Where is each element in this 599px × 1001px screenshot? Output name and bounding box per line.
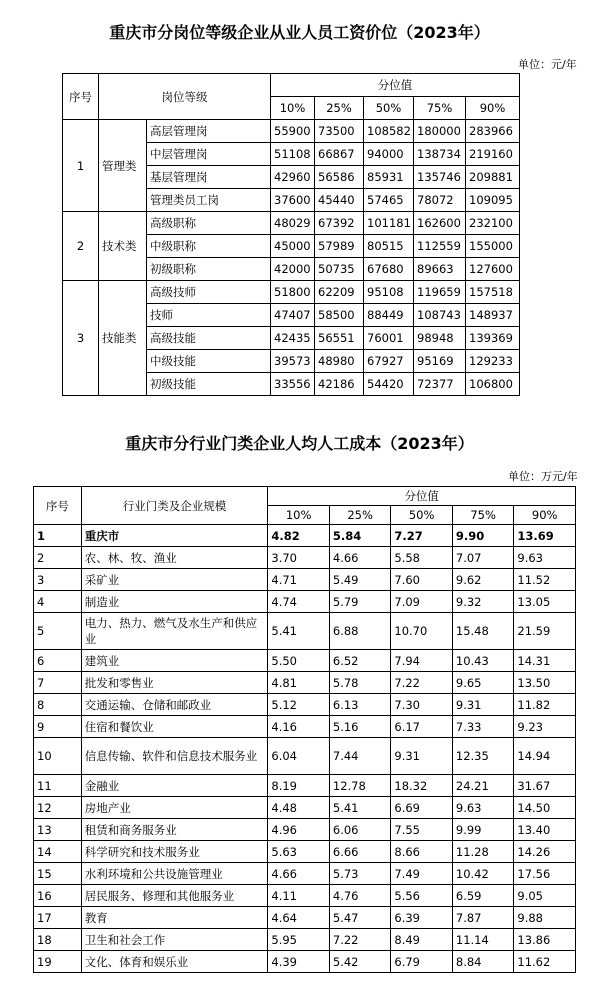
value-cell: 88449 — [364, 304, 414, 327]
industry-label: 科学研究和技术服务业 — [81, 841, 268, 863]
value-cell: 24.21 — [452, 775, 514, 797]
value-cell: 135746 — [414, 166, 466, 189]
value-cell: 5.47 — [329, 907, 391, 929]
value-cell: 62209 — [315, 281, 364, 304]
table2-title: 重庆市分行业门类企业人均人工成本（2023年） — [125, 434, 474, 453]
value-cell: 4.39 — [268, 951, 330, 973]
seq-cell: 6 — [34, 650, 82, 672]
value-cell: 5.41 — [329, 797, 391, 819]
value-cell: 5.95 — [268, 929, 330, 951]
seq-cell: 12 — [34, 797, 82, 819]
header-quantile: 分位值 — [268, 487, 576, 506]
header-p75: 75% — [414, 97, 466, 120]
value-cell: 4.96 — [268, 819, 330, 841]
value-cell: 5.41 — [268, 613, 330, 650]
position-label: 管理类员工岗 — [147, 189, 271, 212]
value-cell: 6.17 — [391, 716, 453, 738]
seq-cell: 11 — [34, 775, 82, 797]
value-cell: 7.55 — [391, 819, 453, 841]
seq-cell: 19 — [34, 951, 82, 973]
value-cell: 45000 — [271, 235, 315, 258]
header-p10: 10% — [268, 506, 330, 525]
position-label: 中级技能 — [147, 350, 271, 373]
value-cell: 4.76 — [329, 885, 391, 907]
table-row — [63, 120, 520, 143]
value-cell: 72377 — [414, 373, 466, 396]
header-p50: 50% — [364, 97, 414, 120]
category-cell: 技能类 — [99, 281, 147, 396]
header-p25: 25% — [315, 97, 364, 120]
value-cell: 232100 — [466, 212, 520, 235]
table-row — [34, 797, 576, 819]
industry-label: 卫生和社会工作 — [81, 929, 268, 951]
value-cell: 148937 — [466, 304, 520, 327]
value-cell: 9.63 — [452, 797, 514, 819]
seq-cell: 13 — [34, 819, 82, 841]
industry-label: 制造业 — [81, 591, 268, 613]
value-cell: 7.07 — [452, 547, 514, 569]
table-row — [34, 694, 576, 716]
category-cell: 管理类 — [99, 120, 147, 212]
value-cell: 15.48 — [452, 613, 514, 650]
value-cell: 5.56 — [391, 885, 453, 907]
value-cell: 94000 — [364, 143, 414, 166]
value-cell: 108743 — [414, 304, 466, 327]
value-cell: 7.22 — [391, 672, 453, 694]
value-cell: 67680 — [364, 258, 414, 281]
value-cell: 9.23 — [514, 716, 576, 738]
value-cell: 42960 — [271, 166, 315, 189]
value-cell: 78072 — [414, 189, 466, 212]
table-row — [34, 525, 576, 547]
value-cell: 8.49 — [391, 929, 453, 951]
value-cell: 6.06 — [329, 819, 391, 841]
table-row — [34, 569, 576, 591]
value-cell: 80515 — [364, 235, 414, 258]
value-cell: 4.81 — [268, 672, 330, 694]
seq-cell: 7 — [34, 672, 82, 694]
value-cell: 13.40 — [514, 819, 576, 841]
table-row — [34, 819, 576, 841]
value-cell: 9.62 — [452, 569, 514, 591]
value-cell: 5.73 — [329, 863, 391, 885]
value-cell: 9.88 — [514, 907, 576, 929]
table-row — [34, 716, 576, 738]
table-row — [34, 547, 576, 569]
position-label: 基层管理岗 — [147, 166, 271, 189]
value-cell: 95169 — [414, 350, 466, 373]
value-cell: 33556 — [271, 373, 315, 396]
value-cell: 85931 — [364, 166, 414, 189]
table-row — [34, 775, 576, 797]
position-label: 中层管理岗 — [147, 143, 271, 166]
value-cell: 4.64 — [268, 907, 330, 929]
value-cell: 11.82 — [514, 694, 576, 716]
value-cell: 6.88 — [329, 613, 391, 650]
value-cell: 6.39 — [391, 907, 453, 929]
wage-by-position-table — [62, 73, 520, 396]
value-cell: 209881 — [466, 166, 520, 189]
value-cell: 98948 — [414, 327, 466, 350]
table-row — [34, 907, 576, 929]
value-cell: 6.04 — [268, 738, 330, 775]
header-seq: 序号 — [34, 487, 82, 525]
table-row — [63, 281, 520, 304]
value-cell: 139369 — [466, 327, 520, 350]
value-cell: 13.05 — [514, 591, 576, 613]
value-cell: 14.94 — [514, 738, 576, 775]
seq-cell: 17 — [34, 907, 82, 929]
value-cell: 155000 — [466, 235, 520, 258]
value-cell: 4.66 — [268, 863, 330, 885]
table-row — [34, 738, 576, 775]
position-label: 中级职称 — [147, 235, 271, 258]
value-cell: 7.33 — [452, 716, 514, 738]
position-label: 高层管理岗 — [147, 120, 271, 143]
value-cell: 4.11 — [268, 885, 330, 907]
value-cell: 14.50 — [514, 797, 576, 819]
table-row — [63, 212, 520, 235]
value-cell: 13.69 — [514, 525, 576, 547]
value-cell: 7.22 — [329, 929, 391, 951]
table1-title: 重庆市分岗位等级企业从业人员工资价位（2023年） — [109, 23, 490, 42]
industry-label: 采矿业 — [81, 569, 268, 591]
value-cell: 17.56 — [514, 863, 576, 885]
value-cell: 56586 — [315, 166, 364, 189]
value-cell: 7.49 — [391, 863, 453, 885]
value-cell: 7.09 — [391, 591, 453, 613]
value-cell: 112559 — [414, 235, 466, 258]
value-cell: 283966 — [466, 120, 520, 143]
value-cell: 10.42 — [452, 863, 514, 885]
value-cell: 11.14 — [452, 929, 514, 951]
table-row — [34, 863, 576, 885]
value-cell: 48980 — [315, 350, 364, 373]
value-cell: 108582 — [364, 120, 414, 143]
value-cell: 9.99 — [452, 819, 514, 841]
value-cell: 73500 — [315, 120, 364, 143]
value-cell: 11.28 — [452, 841, 514, 863]
table-row — [34, 841, 576, 863]
seq-cell: 14 — [34, 841, 82, 863]
value-cell: 11.52 — [514, 569, 576, 591]
value-cell: 31.67 — [514, 775, 576, 797]
position-label: 初级技能 — [147, 373, 271, 396]
value-cell: 9.90 — [452, 525, 514, 547]
value-cell: 11.62 — [514, 951, 576, 973]
value-cell: 4.82 — [268, 525, 330, 547]
value-cell: 58500 — [315, 304, 364, 327]
seq-cell: 4 — [34, 591, 82, 613]
value-cell: 138734 — [414, 143, 466, 166]
table-row — [34, 951, 576, 973]
value-cell: 5.50 — [268, 650, 330, 672]
table-row — [34, 672, 576, 694]
header-p75: 75% — [452, 506, 514, 525]
value-cell: 6.79 — [391, 951, 453, 973]
industry-label: 租赁和商务服务业 — [81, 819, 268, 841]
value-cell: 180000 — [414, 120, 466, 143]
value-cell: 106800 — [466, 373, 520, 396]
value-cell: 45440 — [315, 189, 364, 212]
value-cell: 9.65 — [452, 672, 514, 694]
seq-cell: 8 — [34, 694, 82, 716]
value-cell: 37600 — [271, 189, 315, 212]
value-cell: 13.50 — [514, 672, 576, 694]
value-cell: 5.49 — [329, 569, 391, 591]
value-cell: 42186 — [315, 373, 364, 396]
position-label: 高级技能 — [147, 327, 271, 350]
value-cell: 8.66 — [391, 841, 453, 863]
value-cell: 119659 — [414, 281, 466, 304]
value-cell: 12.35 — [452, 738, 514, 775]
seq-cell: 16 — [34, 885, 82, 907]
value-cell: 5.84 — [329, 525, 391, 547]
value-cell: 67927 — [364, 350, 414, 373]
header-p90: 90% — [466, 97, 520, 120]
value-cell: 7.87 — [452, 907, 514, 929]
value-cell: 101181 — [364, 212, 414, 235]
seq-cell: 2 — [34, 547, 82, 569]
seq-cell: 18 — [34, 929, 82, 951]
header-p50: 50% — [391, 506, 453, 525]
industry-label: 房地产业 — [81, 797, 268, 819]
value-cell: 21.59 — [514, 613, 576, 650]
table-row — [34, 885, 576, 907]
labor-cost-by-industry-table — [33, 486, 576, 973]
table-row — [34, 650, 576, 672]
value-cell: 7.30 — [391, 694, 453, 716]
position-label: 高级技师 — [147, 281, 271, 304]
header-p90: 90% — [514, 506, 576, 525]
value-cell: 42000 — [271, 258, 315, 281]
value-cell: 4.71 — [268, 569, 330, 591]
position-label: 技师 — [147, 304, 271, 327]
table-row — [34, 613, 576, 650]
value-cell: 89663 — [414, 258, 466, 281]
value-cell: 51108 — [271, 143, 315, 166]
value-cell: 9.31 — [452, 694, 514, 716]
value-cell: 13.86 — [514, 929, 576, 951]
value-cell: 5.79 — [329, 591, 391, 613]
value-cell: 9.63 — [514, 547, 576, 569]
value-cell: 5.63 — [268, 841, 330, 863]
value-cell: 55900 — [271, 120, 315, 143]
header-p10: 10% — [271, 97, 315, 120]
category-cell: 技术类 — [99, 212, 147, 281]
seq-cell: 1 — [63, 120, 99, 212]
value-cell: 219160 — [466, 143, 520, 166]
value-cell: 5.12 — [268, 694, 330, 716]
industry-label: 住宿和餐饮业 — [81, 716, 268, 738]
seq-cell: 15 — [34, 863, 82, 885]
value-cell: 5.78 — [329, 672, 391, 694]
table-row — [34, 929, 576, 951]
value-cell: 42435 — [271, 327, 315, 350]
value-cell: 47407 — [271, 304, 315, 327]
value-cell: 48029 — [271, 212, 315, 235]
value-cell: 12.78 — [329, 775, 391, 797]
value-cell: 3.70 — [268, 547, 330, 569]
header-industry: 行业门类及企业规模 — [81, 487, 268, 525]
value-cell: 39573 — [271, 350, 315, 373]
table1-unit: 单位：元/年 — [518, 58, 577, 71]
value-cell: 7.94 — [391, 650, 453, 672]
position-label: 高级职称 — [147, 212, 271, 235]
industry-label: 交通运输、仓储和邮政业 — [81, 694, 268, 716]
industry-label: 建筑业 — [81, 650, 268, 672]
industry-label: 教育 — [81, 907, 268, 929]
value-cell: 57465 — [364, 189, 414, 212]
seq-cell: 9 — [34, 716, 82, 738]
value-cell: 9.31 — [391, 738, 453, 775]
value-cell: 157518 — [466, 281, 520, 304]
value-cell: 6.59 — [452, 885, 514, 907]
value-cell: 127600 — [466, 258, 520, 281]
value-cell: 9.32 — [452, 591, 514, 613]
industry-label: 农、林、牧、渔业 — [81, 547, 268, 569]
seq-cell: 10 — [34, 738, 82, 775]
seq-cell: 2 — [63, 212, 99, 281]
seq-cell: 3 — [34, 569, 82, 591]
seq-cell: 3 — [63, 281, 99, 396]
position-label: 初级职称 — [147, 258, 271, 281]
seq-cell: 5 — [34, 613, 82, 650]
industry-label: 金融业 — [81, 775, 268, 797]
value-cell: 5.58 — [391, 547, 453, 569]
value-cell: 8.19 — [268, 775, 330, 797]
value-cell: 76001 — [364, 327, 414, 350]
value-cell: 14.31 — [514, 650, 576, 672]
value-cell: 66867 — [315, 143, 364, 166]
value-cell: 109095 — [466, 189, 520, 212]
value-cell: 56551 — [315, 327, 364, 350]
table-row — [34, 591, 576, 613]
value-cell: 6.66 — [329, 841, 391, 863]
value-cell: 4.48 — [268, 797, 330, 819]
value-cell: 9.05 — [514, 885, 576, 907]
value-cell: 10.43 — [452, 650, 514, 672]
value-cell: 50735 — [315, 258, 364, 281]
value-cell: 67392 — [315, 212, 364, 235]
value-cell: 4.66 — [329, 547, 391, 569]
seq-cell: 1 — [34, 525, 82, 547]
industry-label: 水利环境和公共设施管理业 — [81, 863, 268, 885]
value-cell: 6.13 — [329, 694, 391, 716]
value-cell: 51800 — [271, 281, 315, 304]
industry-label: 信息传输、软件和信息技术服务业 — [81, 738, 268, 775]
value-cell: 7.60 — [391, 569, 453, 591]
value-cell: 57989 — [315, 235, 364, 258]
table2-unit: 单位：万元/年 — [508, 470, 578, 483]
value-cell: 6.69 — [391, 797, 453, 819]
value-cell: 129233 — [466, 350, 520, 373]
industry-label: 文化、体育和娱乐业 — [81, 951, 268, 973]
header-seq: 序号 — [63, 74, 99, 120]
value-cell: 5.42 — [329, 951, 391, 973]
industry-label: 批发和零售业 — [81, 672, 268, 694]
value-cell: 7.27 — [391, 525, 453, 547]
value-cell: 18.32 — [391, 775, 453, 797]
header-quantile: 分位值 — [271, 74, 520, 97]
value-cell: 95108 — [364, 281, 414, 304]
industry-label: 居民服务、修理和其他服务业 — [81, 885, 268, 907]
value-cell: 8.84 — [452, 951, 514, 973]
value-cell: 10.70 — [391, 613, 453, 650]
industry-label: 电力、热力、燃气及水生产和供应业 — [81, 613, 268, 650]
value-cell: 7.44 — [329, 738, 391, 775]
industry-label: 重庆市 — [81, 525, 268, 547]
value-cell: 54420 — [364, 373, 414, 396]
value-cell: 5.16 — [329, 716, 391, 738]
value-cell: 4.16 — [268, 716, 330, 738]
value-cell: 14.26 — [514, 841, 576, 863]
value-cell: 6.52 — [329, 650, 391, 672]
header-position-level: 岗位等级 — [99, 74, 271, 120]
value-cell: 162600 — [414, 212, 466, 235]
header-p25: 25% — [329, 506, 391, 525]
value-cell: 4.74 — [268, 591, 330, 613]
